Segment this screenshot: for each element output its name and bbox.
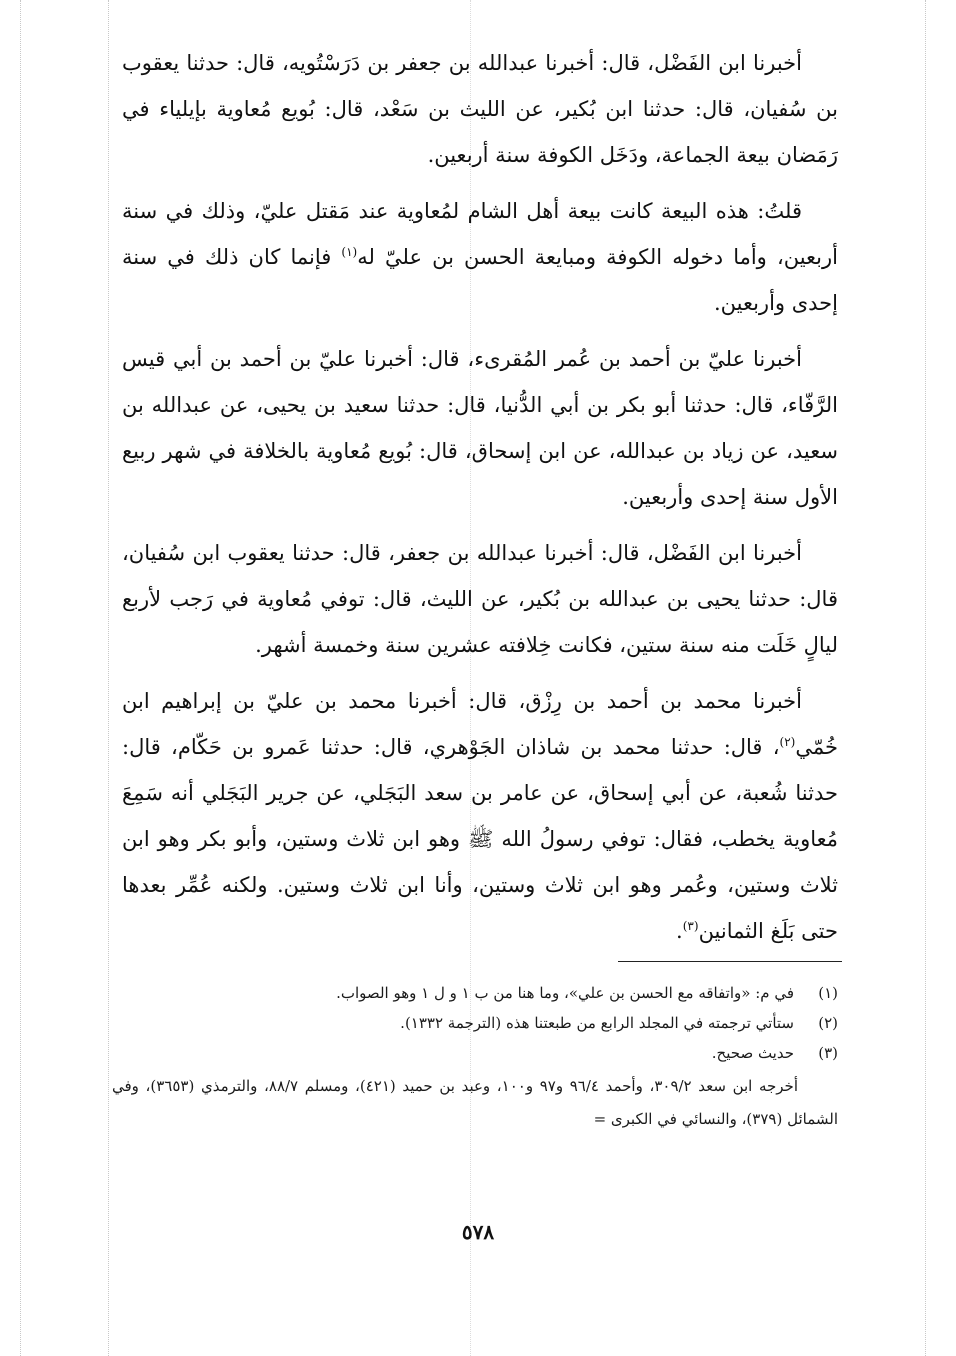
footnotes-section	[112, 978, 838, 1136]
paragraph-text: فإنما كان ذلك في سنة إحدى وأربعين.	[122, 245, 838, 315]
paragraph-text: أخبرنا ابن الفَضْل، قال: أخبرنا عبدالله بن جعفر، قال: حدثنا يعقوب ابن سُفيان، قال: حدثنا يحيى بن عبدالله بن بُكير، عن الليث، قال: توفي مُعاوية في رَجب لأربع ليالٍ خَلَت منه سنة ستين، فكانت خِلافته عشرين سنة وخمسة أشهر.	[122, 541, 838, 657]
paragraph-3	[122, 336, 838, 520]
footnote-divider	[618, 961, 842, 962]
page-number: ٥٧٨	[461, 1220, 495, 1244]
footnote-reference-3[interactable]: (٣)	[682, 919, 699, 933]
scan-artifact-line	[20, 0, 21, 1356]
main-text	[122, 40, 838, 964]
paragraph-text: ، قال: حدثنا محمد بن شاذان الجَوْهري، قال: حدثنا عَمرو بن حَكّام، قال: حدثنا شُعبة، عن أبي إسحاق، عن عامر بن سعد البَجَلي، عن جرير البَجَلي أنه سَمِعَ مُعاوية يخطب، فقال: توفي رسولُ الله ﷺ وهو ابن ثلاث وستين، وأبو بكر وهو ابن ثلاث وستين، وعُمر وهو ابن ثلاث وستين، وأنا ابن ثلاث وستين. ولكنه عُمِّر بعدها حتى بَلَغ الثمانين	[122, 735, 838, 943]
footnote-reference-2[interactable]: (٢)	[779, 735, 796, 749]
paragraph-text: أخبرنا محمد بن أحمد بن رِزْق، قال: أخبرنا محمد بن عليّ بن إبراهيم ابن خُمّي	[122, 689, 838, 759]
footnote-3	[112, 1038, 838, 1068]
footnote-number: (٣)	[818, 1044, 838, 1062]
paragraph-5	[122, 678, 838, 954]
scan-artifact-line	[108, 0, 109, 1356]
footnote-1	[112, 978, 838, 1008]
footnote-2	[112, 1008, 838, 1038]
paragraph-1	[122, 40, 838, 178]
paragraph-text: أخبرنا عليّ بن أحمد بن عُمر المُقرىء، قال: أخبرنا عليّ بن أحمد بن أبي قيس الرَّفّاء، قال: حدثنا أبو بكر بن أبي الدُّنيا، قال: حدثنا سعيد بن يحيى، عن عبدالله بن سعيد، عن زياد بن عبدالله، عن ابن إسحاق، قال: بُويع مُعاوية بالخلافة في شهر ربيع الأول سنة إحدى وأربعين.	[122, 347, 838, 509]
paragraph-text: قلتُ: هذه البيعة كانت بيعة أهل الشام لمُعاوية عند مَقتل عليّ، وذلك في سنة أربعين، وأما دخوله الكوفة ومبايعة الحسن بن عليّ له	[122, 199, 838, 269]
footnote-continuation: أخرجه ابن سعد ٣٠٩/٢، وأحمد ٩٦/٤ و٩٧ و١٠٠، وعبد بن حميد (٤٢١)، ومسلم ٨٨/٧، والترمذي (٣٦٥٣)، وفي الشمائل (٣٧٩)، والنسائي في الكبرى =	[112, 1077, 838, 1128]
footnote-number: (٢)	[818, 1014, 838, 1032]
paragraph-4	[122, 530, 838, 668]
footnote-text: حديث صحيح.	[711, 1044, 794, 1062]
footnote-text: ستأتي ترجمته في المجلد الرابع من طبعتنا هذه (الترجمة ١٣٣٢).	[400, 1014, 794, 1032]
paragraph-text: .	[676, 919, 683, 943]
footnote-number: (١)	[818, 984, 838, 1002]
footnote-reference-1[interactable]: (١)	[341, 245, 358, 259]
footnote-text: في م: «واتفاقه مع الحسن بن علي»، وما هنا من ب ١ و ل ١ وهو الصواب.	[336, 984, 794, 1002]
paragraph-text: أخبرنا ابن الفَضْل، قال: أخبرنا عبدالله بن جعفر بن دَرَسْتُويه، قال: حدثنا يعقوب بن سُفيان، قال: حدثنا ابن بُكير، عن الليث بن سَعْد، قال: بُويع مُعاوية بإيلياء في رَمَضان بيعة الجماعة، ودَخَل الكوفة سنة أربعين.	[122, 51, 838, 167]
scan-artifact-line	[925, 0, 926, 1356]
paragraph-2	[122, 188, 838, 326]
